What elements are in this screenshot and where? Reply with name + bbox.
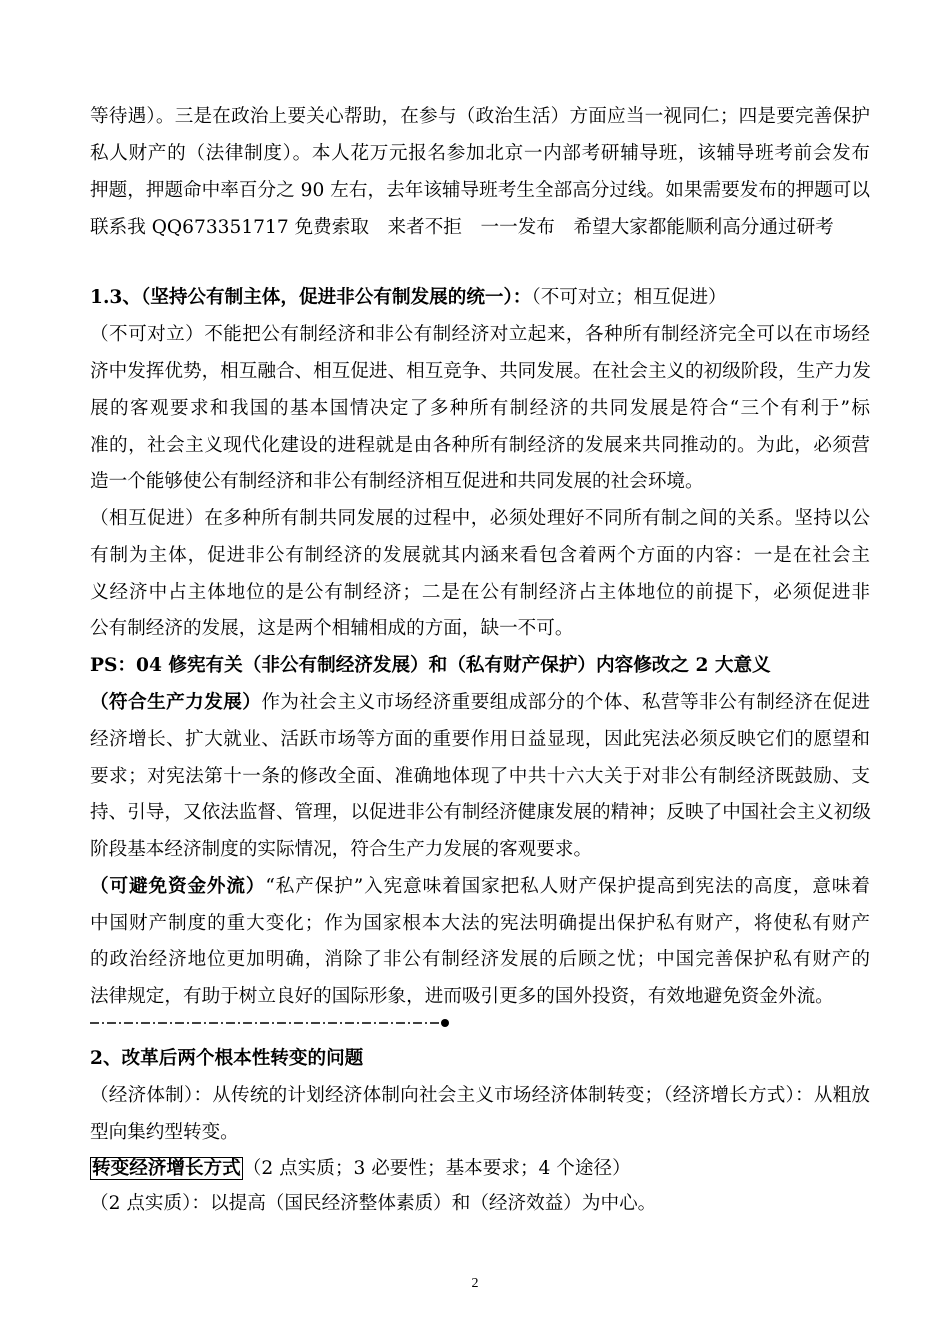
text-line: 中国财产制度的重大变化；作为国家根本大法的宪法明确提出保护私有财产，将使私有财产 [90, 913, 870, 934]
text-line: 准的，社会主义现代化建设的进程就是由各种所有制经济的发展来共同推动的。为此，必须营 [90, 435, 870, 456]
boxed-heading: 转变经济增长方式 [92, 1158, 241, 1179]
inline-text: （2 点实质；3 必要性；基本要求；4 个途径） [242, 1158, 631, 1179]
text-line: 展的客观要求和我国的基本国情决定了多种所有制经济的共同发展是符合“三个有利于”标 [90, 398, 870, 419]
text-line: （2 点实质）：以提高（国民经济整体素质）和（经济效益）为中心。 [90, 1193, 657, 1214]
inline-text: 作为社会主义市场经济重要组成部分的个体、私营等非公有制经济在促进 [261, 692, 870, 713]
text-line [90, 874, 870, 900]
section-heading-1-3 [90, 285, 870, 311]
text-line: 联系我 QQ673351717 免费索取 来者不拒 一一发布 希望大家都能顺利高分通过研考 [90, 217, 834, 238]
text-line: 阶段基本经济制度的实际情况，符合生产力发展的客观要求。 [90, 839, 593, 860]
ps-heading: PS：04 修宪有关（非公有制经济发展）和（私有财产保护）内容修改之 2 大意义 [90, 655, 771, 676]
section-divider [90, 1012, 450, 1032]
section-heading-2: 2、改革后两个根本性转变的问题 [90, 1048, 364, 1069]
text-line: 经济增长、扩大就业、活跃市场等方面的重要作用日益显现，因此宪法必须反映它们的愿望和 [90, 729, 870, 750]
text-line: 造一个能够使公有制经济和非公有制经济相互促进和共同发展的社会环境。 [90, 471, 704, 492]
text-line: 持、引导，又依法监督、管理，以促进非公有制经济健康发展的精神；反映了中国社会主义初级 [90, 802, 871, 823]
inline-heading: （可避免资金外流） [90, 876, 266, 897]
text-line: 要求；对宪法第十一条的修改全面、准确地体现了中共十六大关于对非公有制经济既鼓励、支 [90, 766, 870, 787]
page-number: 2 [471, 1276, 479, 1291]
text-line: （经济体制）：从传统的计划经济体制向社会主义市场经济体制转变；（经济增长方式）：从粗放 [90, 1085, 870, 1106]
heading-bold: 1.3、（坚持公有制主体，促进非公有制发展的统一）： [90, 287, 532, 308]
text-line: 的政治经济地位更加明确，消除了非公有制经济发展的后顾之忧；中国完善保护私有财产的 [90, 949, 870, 970]
text-line: 押题，押题命中率百分之 90 左右，去年该辅导班考生全部高分过线。如果需要发布的押题可以 [90, 180, 870, 201]
text-line: 型向集约型转变。 [90, 1122, 239, 1143]
text-line: 义经济中占主体地位的是公有制经济；二是在公有制经济占主体地位的前提下，必须促进非 [90, 582, 870, 603]
text-line: 济中发挥优势，相互融合、相互促进、相互竞争、共同发展。在社会主义的初级阶段，生产力发 [90, 361, 871, 382]
text-line: 等待遇）。三是在政治上要关心帮助，在参与（政治生活）方面应当一视同仁；四是要完善保护 [90, 106, 870, 127]
heading-rest: （不可对立；相互促进） [531, 287, 727, 308]
text-line [90, 1156, 870, 1182]
inline-text: “私产保护”入宪意味着国家把私人财产保护提高到宪法的高度，意味着 [265, 876, 870, 897]
text-line: 私人财产的（法律制度）。本人花万元报名参加北京一内部考研辅导班，该辅导班考前会发布 [90, 143, 870, 164]
text-line: 法律规定，有助于树立良好的国际形象，进而吸引更多的国外投资，有效地避免资金外流。 [90, 986, 834, 1007]
text-line: 有制为主体，促进非公有制经济的发展就其内涵来看包含着两个方面的内容：一是在社会主 [90, 545, 870, 566]
text-line [90, 690, 870, 716]
text-line: 公有制经济的发展，这是两个相辅相成的方面，缺一不可。 [90, 618, 574, 639]
text-line: （相互促进）在多种所有制共同发展的过程中，必须处理好不同所有制之间的关系。坚持以公 [90, 508, 870, 529]
inline-heading: （符合生产力发展） [90, 692, 262, 713]
text-line: （不可对立）不能把公有制经济和非公有制经济对立起来，各种所有制经济完全可以在市场经 [90, 324, 870, 345]
